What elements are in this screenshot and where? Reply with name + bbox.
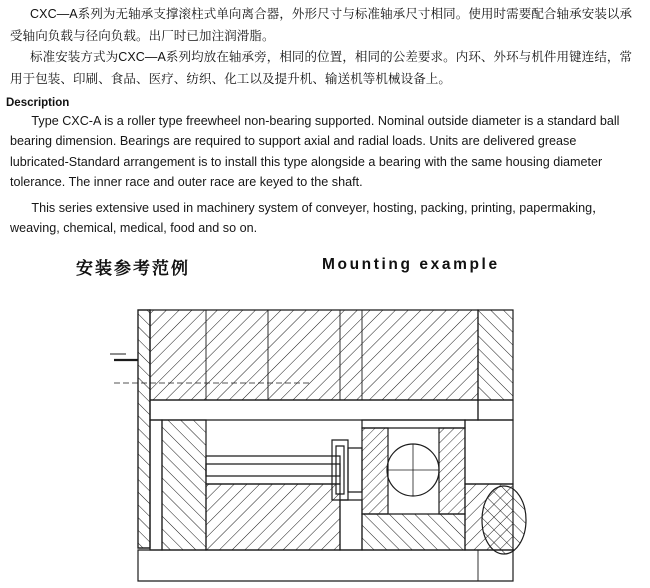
chinese-paragraph-1: CXC—A系列为无轴承支撑滚柱式单向离合器，外形尺寸与标准轴承尺寸相同。使用时需要配合轴承安装以承受轴向负载与径向负载。出厂时已加注润滑脂。	[10, 7, 633, 43]
description-text-block	[0, 111, 650, 238]
description-paragraph-1: Type CXC-A is a roller type freewheel non-bearing supported. Nominal outside diameter is a standard ball bearing dimension. Bearings are required to support axial and radial loads. Units are delivered grease lubricated-Standard arrangement is to install this type alongside a bearing with the same housing diameter tolerance. The inner race and outer race are keyed to the shaft.	[10, 114, 620, 190]
figure-title-en: Mounting example	[322, 256, 500, 274]
section-hatching-icon	[138, 296, 526, 581]
figure-titles	[0, 248, 650, 288]
chinese-paragraph-2: 标准安装方式为CXC—A系列均放在轴承旁，相同的位置，相同的公差要求。内环、外环与机件用键连结，常用于包装、印刷、食品、医疗、纺织、化工以及提升机、输送机等机械设备上。	[10, 50, 633, 86]
chinese-text-block	[0, 0, 650, 90]
technical-drawing	[10, 288, 640, 588]
mounting-example-figure	[10, 288, 640, 588]
figure-title-cn: 安装参考范例	[76, 259, 190, 279]
description-paragraph-2: This series extensive used in machinery system of conveyer, hosting, packing, printing, papermaking，weaving, chemical, medical, food and so on.	[10, 200, 605, 235]
centerline-axis-icon	[110, 354, 138, 360]
description-heading: Description	[6, 97, 70, 109]
